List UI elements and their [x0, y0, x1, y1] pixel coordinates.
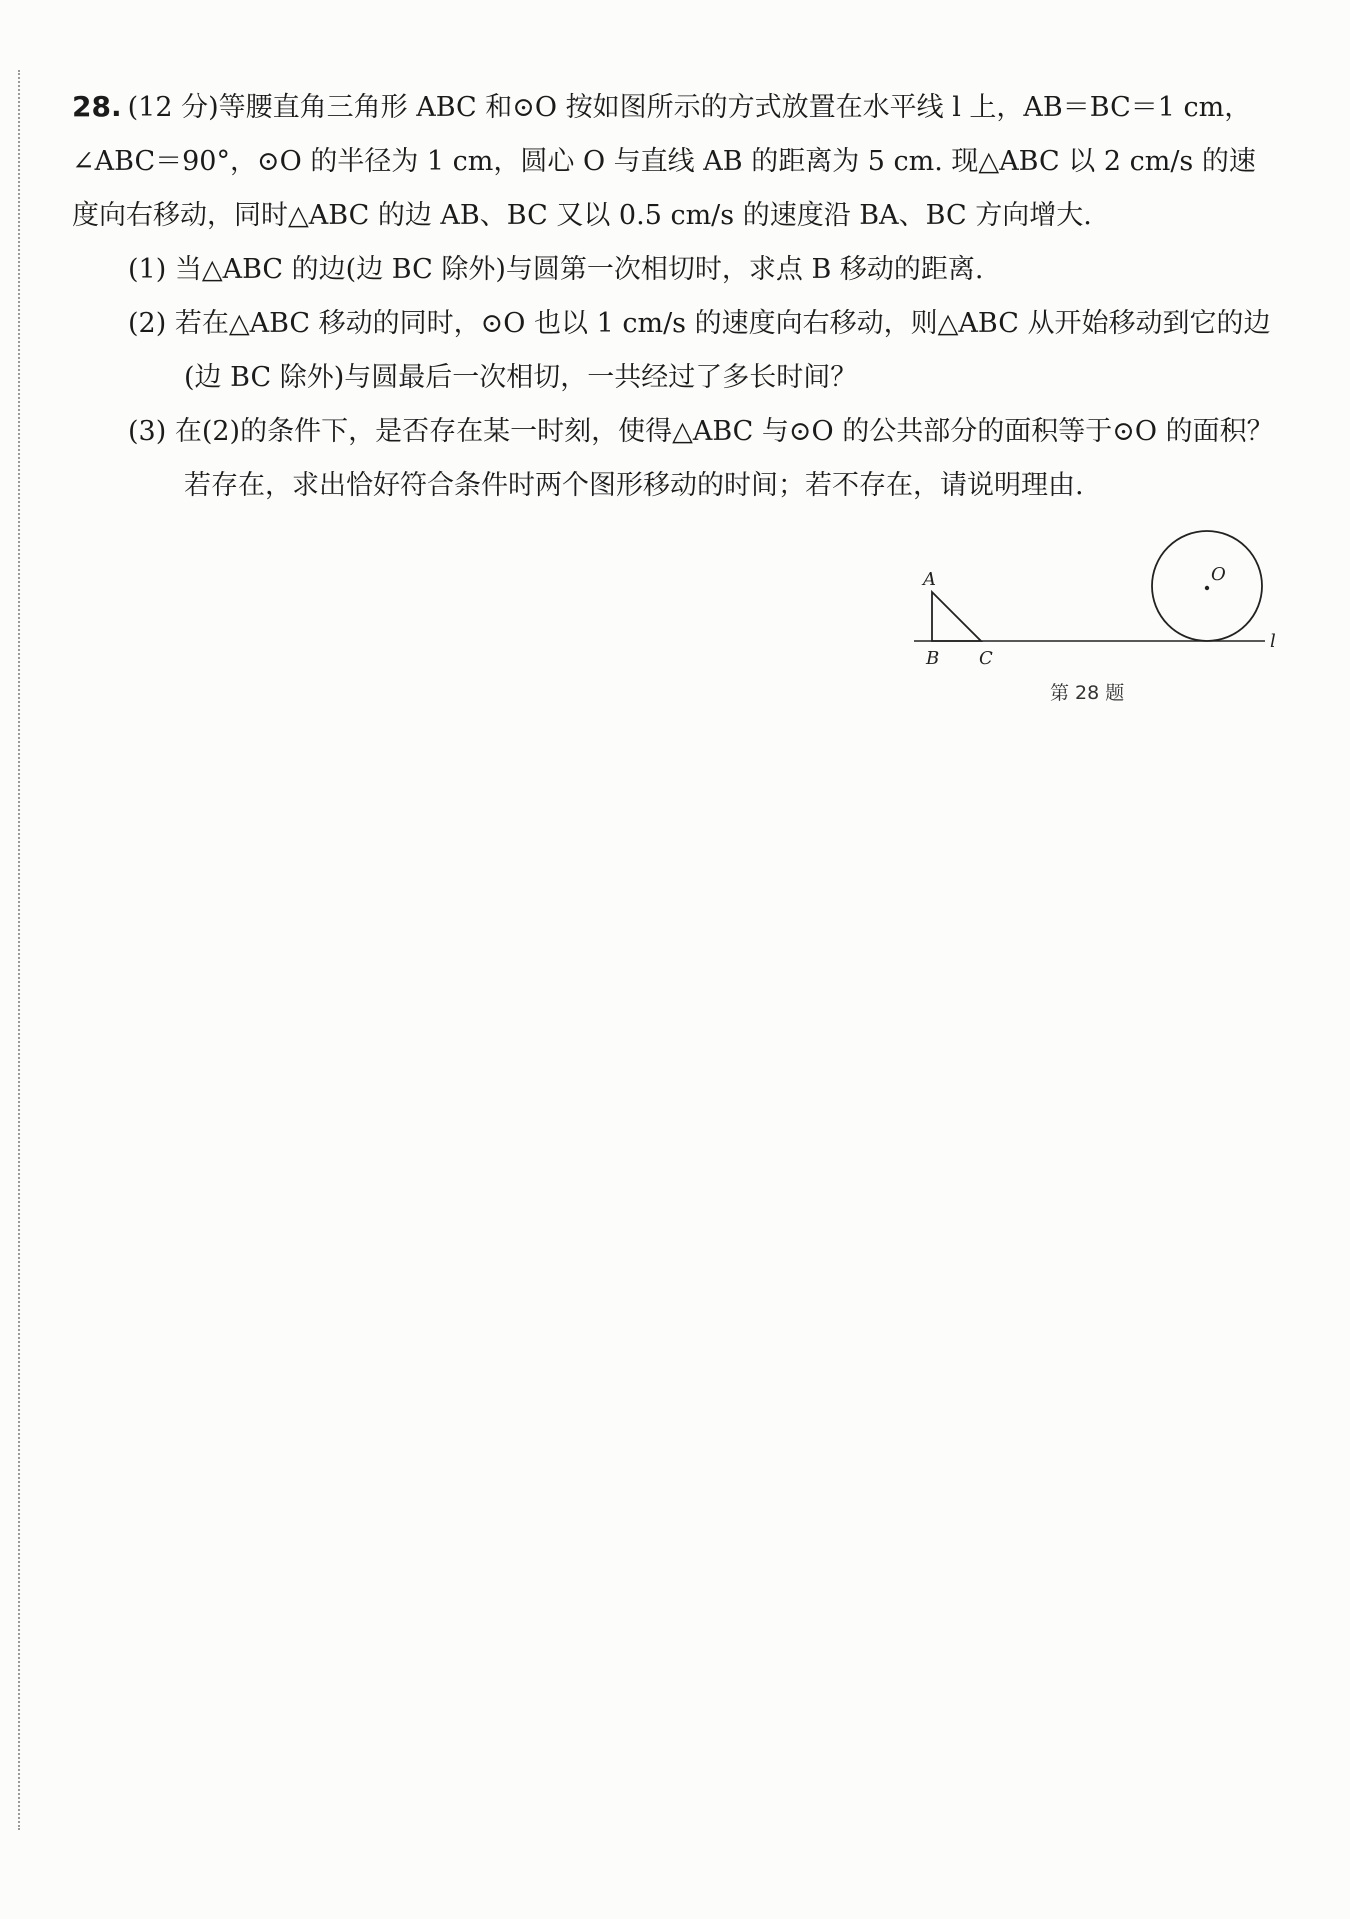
- sub-question-3: (3) 在(2)的条件下，是否存在某一时刻，使得△ABC 与⊙O 的公共部分的面积等于⊙O 的面积？若存在，求出恰好符合条件时两个图形移动的时间；若不存在，请说明理由.: [128, 416, 1274, 501]
- label-c: C: [979, 648, 993, 669]
- center-point-o: [1205, 586, 1209, 590]
- problem-28: [72, 80, 1277, 513]
- label-a: A: [923, 569, 936, 590]
- problem-number: 28.: [72, 90, 122, 123]
- label-b: B: [926, 648, 940, 669]
- page-margin-line: [18, 70, 20, 1830]
- label-l: l: [1270, 631, 1276, 652]
- triangle-abc: [932, 592, 981, 641]
- problem-stem: [72, 80, 1277, 243]
- problem-stem-text: (12 分)等腰直角三角形 ABC 和⊙O 按如图所示的方式放置在水平线 l 上，AB＝BC＝1 cm，∠ABC＝90°，⊙O 的半径为 1 cm，圆心 O 与直线 AB 的距离为 5 cm. 现△ABC 以 2 cm/s 的速度向右移动，同时△ABC 的边 AB、BC 又以 0.5 cm/s 的速度沿 BA、BC 方向增大.: [72, 92, 1256, 231]
- sub-question-2: (2) 若在△ABC 移动的同时，⊙O 也以 1 cm/s 的速度向右移动，则△ABC 从开始移动到它的边(边 BC 除外)与圆最后一次相切，一共经过了多长时间？: [128, 308, 1271, 393]
- figure-caption: 第 28 题: [1050, 682, 1125, 704]
- sub-question-1: (1) 当△ABC 的边(边 BC 除外)与圆第一次相切时，求点 B 移动的距离.: [128, 254, 984, 285]
- label-o: O: [1211, 564, 1226, 585]
